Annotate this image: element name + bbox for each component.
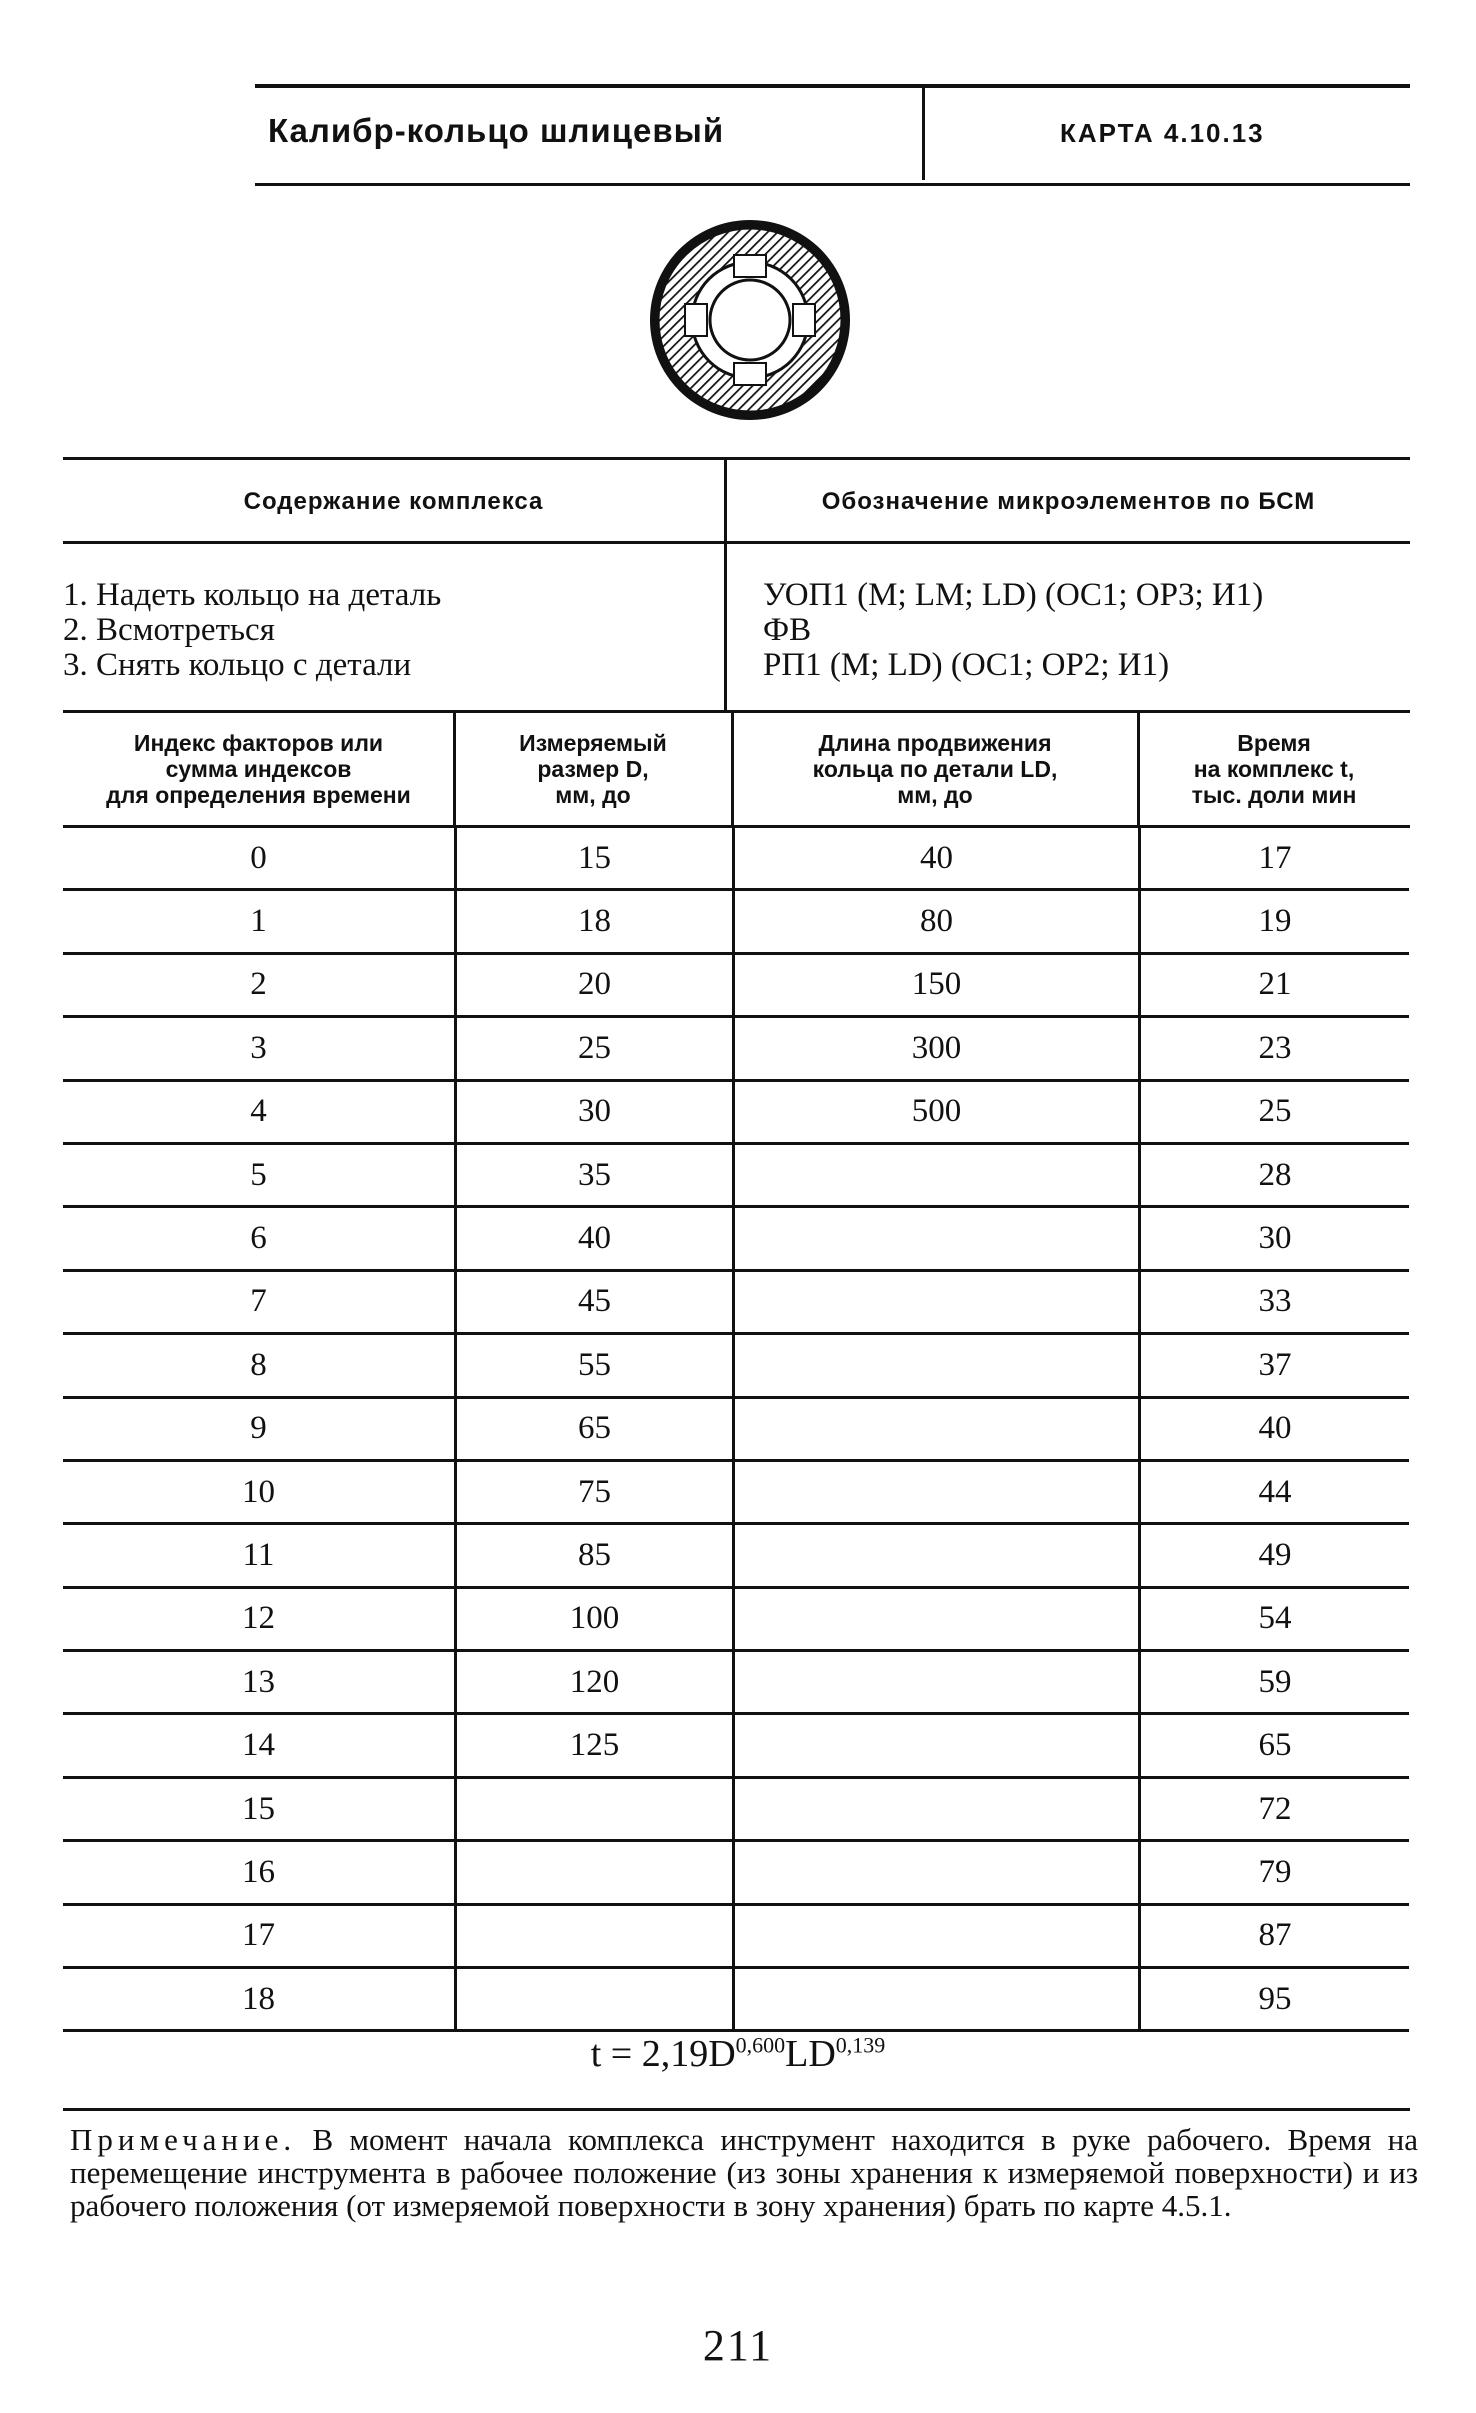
cell-diameter: 65 <box>454 1399 732 1459</box>
cell-time: 33 <box>1138 1272 1409 1332</box>
cell-time: 59 <box>1138 1652 1409 1712</box>
microelement-codes <box>763 578 1263 683</box>
table-row <box>63 828 1409 891</box>
th-divider-2 <box>731 713 734 825</box>
th-divider-3 <box>1137 713 1140 825</box>
table-row <box>63 1208 1409 1271</box>
cell-index: 13 <box>242 1663 275 1700</box>
content-column-header: Содержание комплекса <box>243 488 544 515</box>
cell-index: 7 <box>250 1283 267 1320</box>
cell-diameter: 20 <box>454 955 732 1015</box>
cell-time: 72 <box>1138 1779 1409 1839</box>
cell-diameter: 100 <box>454 1589 732 1649</box>
table-row <box>63 1969 1409 2032</box>
table-row <box>63 1525 1409 1588</box>
cell-index: 16 <box>242 1853 275 1890</box>
cell-time: 54 <box>1138 1589 1409 1649</box>
cell-time: 79 <box>1138 1842 1409 1902</box>
cell-diameter: 35 <box>454 1145 732 1205</box>
cell-time: 44 <box>1138 1462 1409 1522</box>
cell-index: 14 <box>242 1727 275 1764</box>
cell-length: 80 <box>732 891 1138 951</box>
table-row <box>63 1652 1409 1715</box>
note <box>70 2123 1418 2222</box>
cell-length <box>732 1399 1138 1459</box>
cell-time: 17 <box>1138 828 1409 888</box>
content-top-rule <box>63 457 1410 460</box>
cell-length <box>732 1272 1138 1332</box>
cell-diameter <box>454 1842 732 1902</box>
cell-length: 300 <box>732 1018 1138 1078</box>
step-1: 1. Надеть кольцо на деталь <box>63 577 442 613</box>
cell-time: 19 <box>1138 891 1409 951</box>
cell-length <box>732 1906 1138 1966</box>
formula-bottom-rule <box>63 2108 1410 2111</box>
cell-time: 40 <box>1138 1399 1409 1459</box>
cell-time: 28 <box>1138 1145 1409 1205</box>
formula: $t = 2,19D^{0,600}LD^{0,139}$ <box>590 2032 886 2075</box>
cell-length <box>732 1462 1138 1522</box>
card-number: КАРТА 4.10.13 <box>1060 118 1265 148</box>
cell-index: 15 <box>242 1790 275 1827</box>
table-top-rule <box>63 710 1410 713</box>
cell-length <box>732 1589 1138 1649</box>
cell-time: 23 <box>1138 1018 1409 1078</box>
table-row <box>63 891 1409 954</box>
cell-length <box>732 1525 1138 1585</box>
cell-length <box>732 1842 1138 1902</box>
cell-diameter: 30 <box>454 1082 732 1142</box>
cell-index: 11 <box>242 1536 275 1573</box>
time-table-body <box>63 828 1409 2032</box>
microelements-column-header: Обозначение микроэлементов по БСМ <box>821 488 1316 515</box>
table-row <box>63 1082 1409 1145</box>
cell-length <box>732 1145 1138 1205</box>
table-row <box>63 1842 1409 1905</box>
table-row <box>63 1906 1409 1969</box>
cell-time: 95 <box>1138 1969 1409 2029</box>
table-row <box>63 1779 1409 1842</box>
code-1: УОП1 (M; LM; LD) (OC1; OP3; И1) <box>763 577 1264 613</box>
header-divider <box>922 88 925 180</box>
cell-length: 500 <box>732 1082 1138 1142</box>
top-rule <box>255 84 1410 88</box>
th-length: Длина продвижения кольца по детали LD, мм, до <box>812 730 1058 808</box>
table-row <box>63 1589 1409 1652</box>
step-2: 2. Всмотреться <box>63 612 275 648</box>
cell-length: 150 <box>732 955 1138 1015</box>
table-row <box>63 1462 1409 1525</box>
table-row <box>63 1272 1409 1335</box>
cell-index: 12 <box>242 1600 275 1637</box>
content-header-rule <box>63 541 1410 544</box>
table-row <box>63 1145 1409 1208</box>
cell-length <box>732 1779 1138 1839</box>
cell-diameter: 15 <box>454 828 732 888</box>
steps-list <box>63 578 441 683</box>
cell-index: 5 <box>250 1156 267 1193</box>
cell-diameter: 18 <box>454 891 732 951</box>
cell-diameter <box>454 1906 732 1966</box>
cell-time: 87 <box>1138 1906 1409 1966</box>
table-row <box>63 1018 1409 1081</box>
cell-time: 25 <box>1138 1082 1409 1142</box>
code-3: РП1 (M; LD) (OC1; OP2; И1) <box>763 647 1170 683</box>
code-2: ФВ <box>763 612 812 648</box>
table-row <box>63 1715 1409 1778</box>
cell-index: 6 <box>250 1220 267 1257</box>
cell-length <box>732 1208 1138 1268</box>
cell-diameter: 55 <box>454 1335 732 1395</box>
cell-diameter: 120 <box>454 1652 732 1712</box>
cell-diameter: 40 <box>454 1208 732 1268</box>
cell-index: 9 <box>250 1410 267 1447</box>
cell-index: 10 <box>242 1473 275 1510</box>
cell-index: 0 <box>250 839 267 876</box>
card-title: Калибр-кольцо шлицевый <box>268 112 725 149</box>
th-divider-1 <box>453 713 456 825</box>
cell-length <box>732 1969 1138 2029</box>
cell-time: 49 <box>1138 1525 1409 1585</box>
cell-time: 37 <box>1138 1335 1409 1395</box>
cell-time: 21 <box>1138 955 1409 1015</box>
cell-index: 4 <box>250 1093 267 1130</box>
cell-time: 65 <box>1138 1715 1409 1775</box>
cell-index: 8 <box>250 1346 267 1383</box>
cell-diameter: 45 <box>454 1272 732 1332</box>
cell-diameter: 85 <box>454 1525 732 1585</box>
cell-index: 1 <box>250 903 267 940</box>
cell-length <box>732 1652 1138 1712</box>
table-row <box>63 1335 1409 1398</box>
cell-index: 18 <box>242 1980 275 2017</box>
cell-length <box>732 1715 1138 1775</box>
cell-diameter: 75 <box>454 1462 732 1522</box>
step-3: 3. Снять кольцо с детали <box>63 647 412 683</box>
cell-index: 17 <box>242 1917 275 1954</box>
note-text: В момент начала комплекса инструмент находится в руке рабочего. Время на перемещение инструмента в рабочее положение (из зоны хранения к измеряемой поверхности) и из рабочего положения (от измеряемой поверхности в зону хранения) брать по карте 4.5.1. <box>70 2122 1418 2223</box>
table-row <box>63 955 1409 1018</box>
cell-length <box>732 1335 1138 1395</box>
cell-index: 3 <box>250 1029 267 1066</box>
splined-ring-gauge-icon <box>645 215 855 425</box>
page-number: 211 <box>702 2321 774 2370</box>
th-index: Индекс факторов или сумма индексов для определения времени <box>106 730 411 808</box>
th-time: Время на комплекс t, тыс. доли мин <box>1191 730 1357 808</box>
cell-diameter <box>454 1779 732 1839</box>
cell-diameter: 125 <box>454 1715 732 1775</box>
note-label: Примечание. <box>70 2122 297 2157</box>
cell-diameter <box>454 1969 732 2029</box>
cell-time: 30 <box>1138 1208 1409 1268</box>
cell-index: 2 <box>250 966 267 1003</box>
table-row <box>63 1399 1409 1462</box>
header-bottom-rule <box>255 183 1410 186</box>
th-diameter: Измеряемый размер D, мм, до <box>519 730 667 808</box>
cell-length: 40 <box>732 828 1138 888</box>
cell-diameter: 25 <box>454 1018 732 1078</box>
